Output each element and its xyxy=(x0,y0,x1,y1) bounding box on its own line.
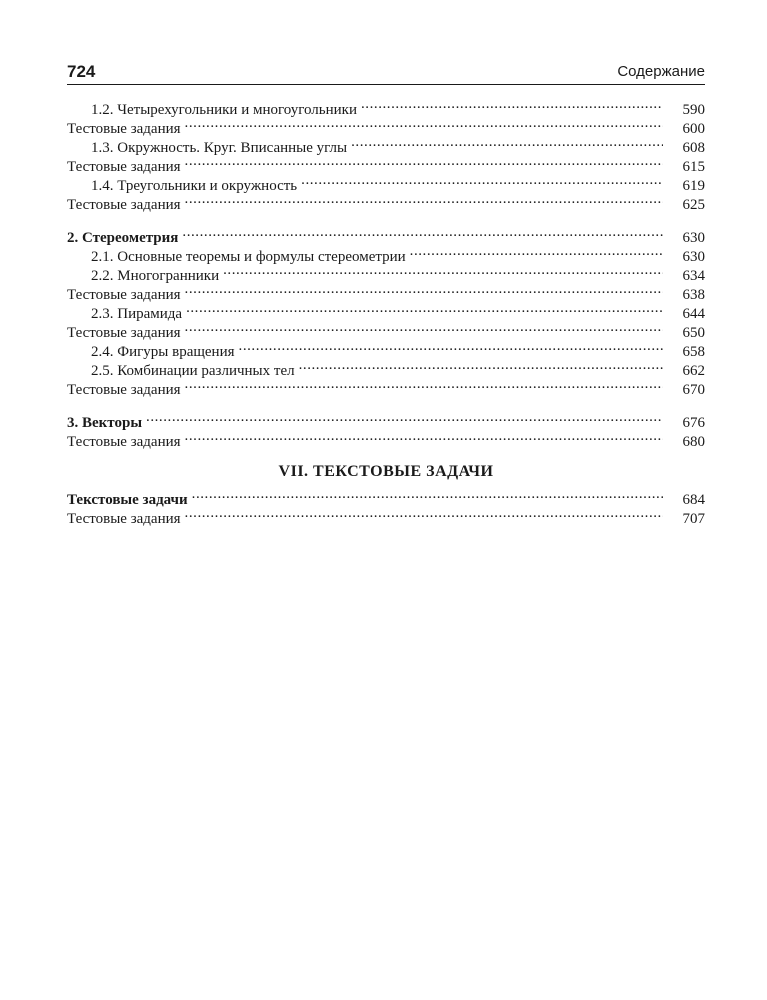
dot-leader xyxy=(361,95,663,114)
toc-entry-title: Тестовые задания xyxy=(67,197,181,213)
toc-entry-title: 2.1. Основные теоремы и формулы стереометрии xyxy=(91,249,406,265)
toc-entry-title: 1.3. Окружность. Круг. Вписанные углы xyxy=(91,140,348,156)
dot-leader xyxy=(182,223,663,242)
toc-entry-page: 590 xyxy=(682,102,705,118)
toc-entry-page: 630 xyxy=(682,249,705,265)
dot-leader xyxy=(186,299,663,318)
toc-entry-title: Тестовые задания xyxy=(67,159,181,175)
dot-leader xyxy=(301,171,663,190)
toc-entry-page: 630 xyxy=(682,230,705,246)
table-of-contents xyxy=(67,95,705,527)
toc-entry-page: 634 xyxy=(682,268,705,284)
dot-leader xyxy=(185,427,663,446)
page-number: 724 xyxy=(67,62,96,81)
toc-entry-page: 608 xyxy=(682,140,705,156)
toc-entry-title: Тестовые задания xyxy=(67,434,181,450)
toc-entry-page: 676 xyxy=(682,415,705,431)
toc-entry-title: Тестовые задания xyxy=(67,287,181,303)
toc-entry-page: 658 xyxy=(682,344,705,360)
toc-entry-page: 625 xyxy=(682,197,705,213)
dot-leader xyxy=(192,485,663,504)
dot-leader xyxy=(185,318,663,337)
toc-entry-page: 680 xyxy=(682,434,705,450)
dot-leader xyxy=(185,190,663,209)
dot-leader xyxy=(239,337,663,356)
toc-entry-page: 615 xyxy=(682,159,705,175)
toc-entry-title: Текстовые задачи xyxy=(67,492,188,508)
toc-entry-title: Тестовые задания xyxy=(67,511,181,527)
book-page xyxy=(67,58,705,527)
toc-entry-title: 2.4. Фигуры вращения xyxy=(91,344,235,360)
toc-entry-title: 1.2. Четырехугольники и многоугольники xyxy=(91,102,357,118)
toc-entry-title: Тестовые задания xyxy=(67,121,181,137)
dot-leader xyxy=(299,356,663,375)
toc-entry[interactable] xyxy=(67,427,705,450)
toc-entry-title: Тестовые задания xyxy=(67,325,181,341)
toc-entry-page: 619 xyxy=(682,178,705,194)
toc-entry-page: 684 xyxy=(682,492,705,508)
toc-entry-title: Тестовые задания xyxy=(67,382,181,398)
page-header xyxy=(67,58,705,85)
toc-entry-title: 1.4. Треугольники и окружность xyxy=(91,178,298,194)
dot-leader xyxy=(185,504,663,523)
running-head: Содержание xyxy=(617,63,705,80)
toc-entry-title: 2.2. Многогранники xyxy=(91,268,220,284)
dot-leader xyxy=(185,375,663,394)
dot-leader xyxy=(185,152,663,171)
toc-chapter-entry[interactable] xyxy=(67,485,705,508)
toc-entry-page: 662 xyxy=(682,363,705,379)
dot-leader xyxy=(351,133,663,152)
toc-chapter-entry[interactable] xyxy=(67,223,705,246)
toc-entry-title: 2. Стереометрия xyxy=(67,230,179,246)
toc-entry[interactable] xyxy=(67,95,705,118)
toc-entry-page: 650 xyxy=(682,325,705,341)
toc-entry-page: 707 xyxy=(682,511,705,527)
dot-leader xyxy=(223,261,663,280)
dot-leader xyxy=(410,242,663,261)
toc-entry-title: 3. Векторы xyxy=(67,415,143,431)
section-heading: VII. ТЕКСТОВЫЕ ЗАДАЧИ xyxy=(278,463,494,480)
toc-entry-page: 644 xyxy=(682,306,705,322)
dot-leader xyxy=(185,280,663,299)
dot-leader xyxy=(146,408,663,427)
toc-entry-title: 2.5. Комбинации различных тел xyxy=(91,363,295,379)
toc-entry-page: 638 xyxy=(682,287,705,303)
toc-entry-page: 600 xyxy=(682,121,705,137)
dot-leader xyxy=(185,114,663,133)
toc-entry-page: 670 xyxy=(682,382,705,398)
toc-chapter-entry[interactable] xyxy=(67,408,705,431)
toc-entry-title: 2.3. Пирамида xyxy=(91,306,183,322)
